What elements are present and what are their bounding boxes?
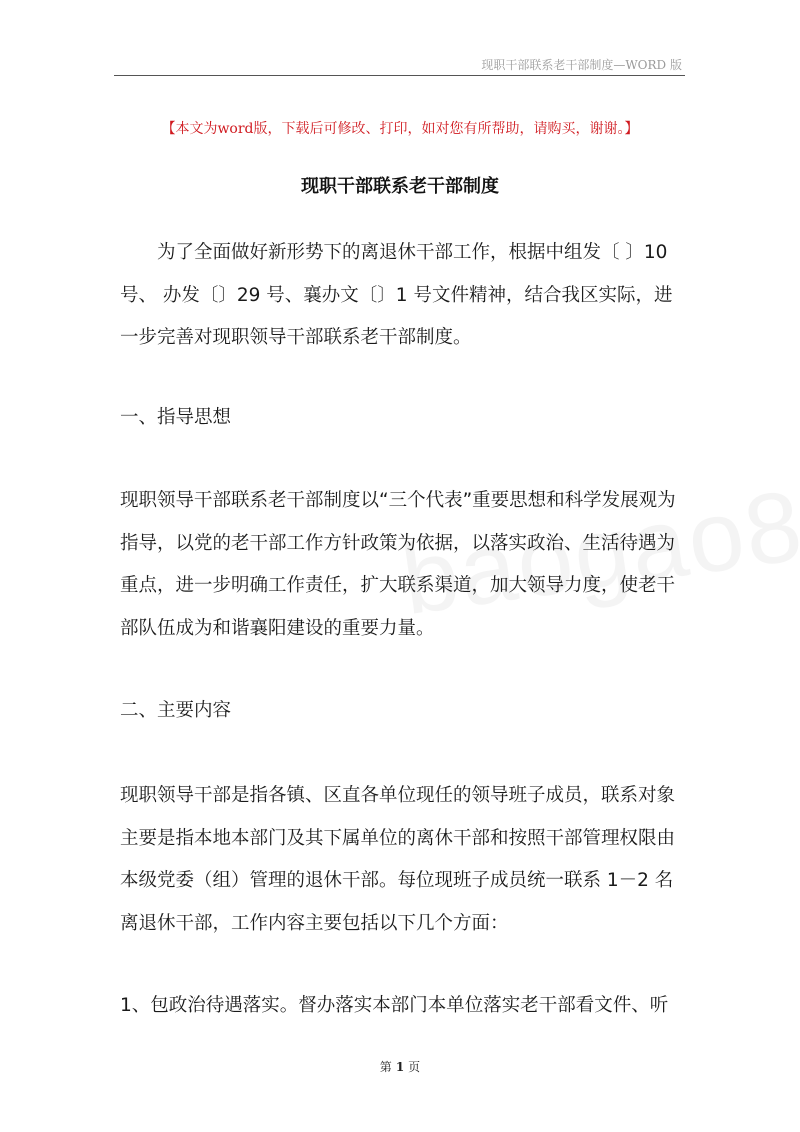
running-header: 现职干部联系老干部制度—WORD 版 [481,58,682,72]
page-footer [0,1058,800,1075]
section-heading-main-content: 二、主要内容 [120,700,232,721]
page-number: 1 [395,1060,405,1074]
page-prefix: 第 [379,1060,392,1074]
download-notice: 【本文为word版，下载后可修改、打印，如对您有所帮助，请购买，谢谢。】 [161,121,639,137]
section-heading-guiding-ideology: 一、指导思想 [120,407,232,428]
main-content-paragraph: 现职领导干部是指各镇、区直各单位现任的领导班子成员，联系对象主要是指本地本部门及其下属单位的离休干部和按照干部管理权限由本级党委（组）管理的退休干部。每位现班子成员统一联系 1－2 名离退休干部，工作内容主要包括以下几个方面： [120,785,676,934]
header-divider [114,75,685,76]
list-item-1: 1、包政治待遇落实。督办落实本部门本单位落实老干部看文件、听 [120,995,669,1016]
page-suffix: 页 [408,1060,421,1074]
document-title: 现职干部联系老干部制度 [301,176,499,197]
watermark [395,437,800,638]
guiding-ideology-paragraph: 现职领导干部联系老干部制度以“三个代表”重要思想和科学发展观为指导，以党的老干部工作方针政策为依据，以落实政治、生活待遇为重点，进一步明确工作责任，扩大联系渠道，加大领导力度，使老干部队伍成为和谐襄阳建设的重要力量。 [120,490,676,639]
intro-paragraph: 为了全面做好新形势下的离退休干部工作，根据中组发〔 〕10 号、 办发〔〕29 号、襄办文〔〕1 号文件精神，结合我区实际，进一步完善对现职领导干部联系老干部制度。 [120,242,673,348]
